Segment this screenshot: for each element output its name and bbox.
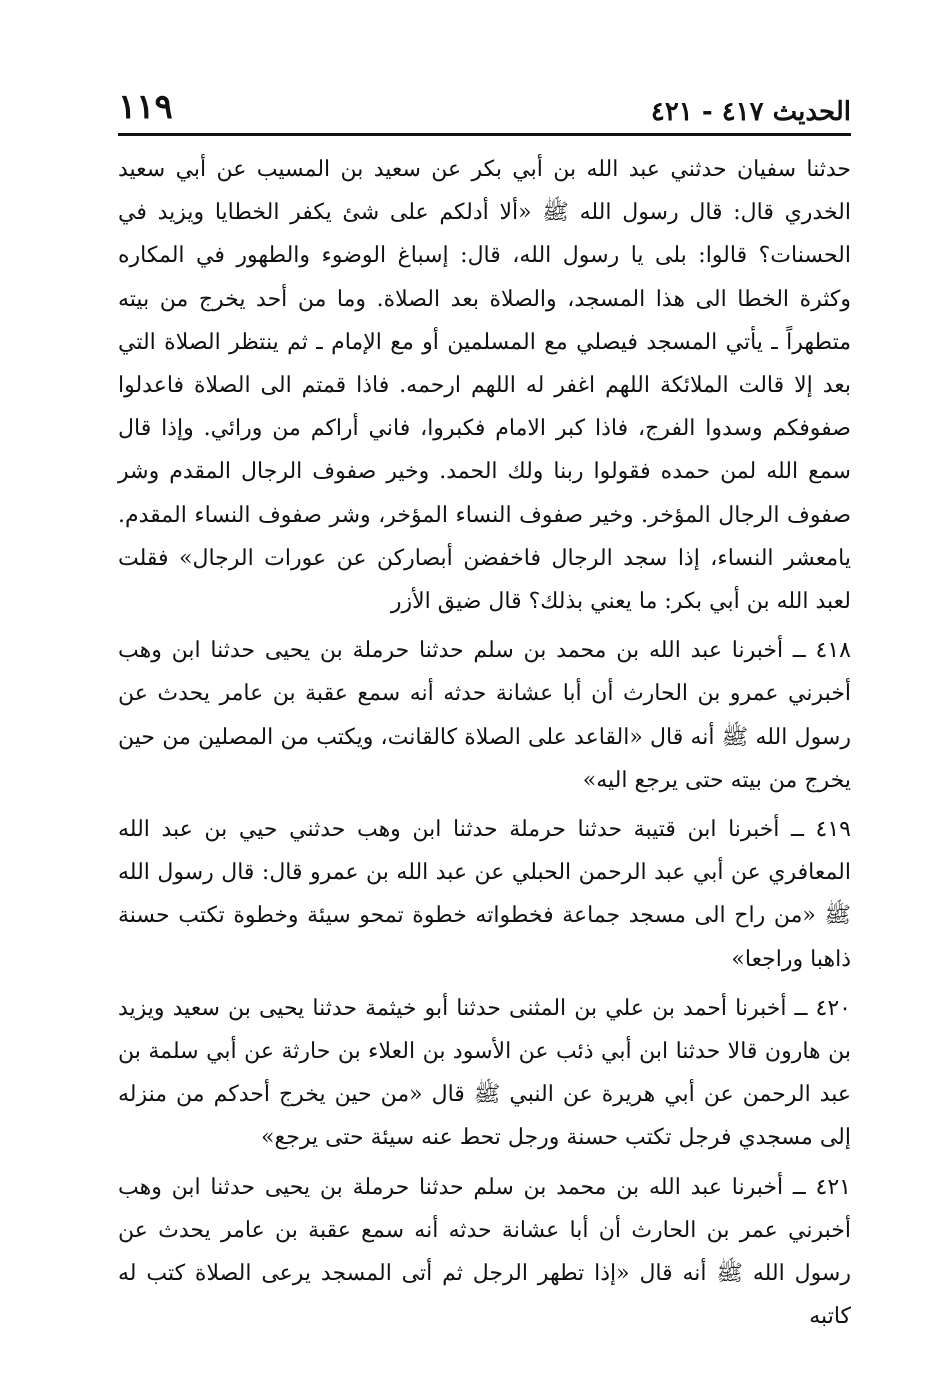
- running-title: الحديث ٤١٧ - ٤٢١: [650, 97, 851, 127]
- paragraph-hadith-418: ٤١٨ ــ أخبرنا عبد الله بن محمد بن سلم حدثنا حرملة بن يحيى حدثنا ابن وهب أخبرني عمرو بن الحارث أن أبا عشانة حدثه أنه سمع عقبة بن عامر يحدث عن رسول الله ﷺ أنه قال «القاعد على الصلاة كالقانت، ويكتب من المصلين من حين يخرج من بيته حتى يرجع اليه»: [118, 638, 851, 793]
- paragraph-417-continuation: حدثنا سفيان حدثني عبد الله بن أبي بكر عن سعيد بن المسيب عن أبي سعيد الخدري قال: قال رسول الله ﷺ «ألا أدلكم على شئ يكفر الخطايا ويزيد في الحسنات؟ قالوا: بلى يا رسول الله، قال: إسباغ الوضوء والطهور في المكاره وكثرة الخطا الى هذا المسجد، والصلاة بعد الصلاة. وما من أحد يخرج من بيته متطهراً ـ يأتي المسجد فيصلي مع المسلمين أو مع الإمام ـ ثم ينتظر الصلاة التي بعد إلا قالت الملائكة اللهم اغفر له اللهم ارحمه. فاذا قمتم الى الصلاة فاعدلوا صفوفكم وسدوا الفرج، فاذا كبر الامام فكبروا، فاني أراكم من ورائي. وإذا قال سمع الله لمن حمده فقولوا ربنا ولك الحمد. وخير صفوف الرجال المقدم وشر صفوف الرجال المؤخر. وخير صفوف النساء المؤخر، وشر صفوف النساء المقدم. يامعشر النساء، إذا سجد الرجال فاخفضن أبصاركن عن عورات الرجال» فقلت لعبد الله بن أبي بكر: ما يعني بذلك؟ قال ضيق الأزر: [118, 157, 851, 615]
- page-number: ١١٩: [118, 87, 173, 127]
- page-body: [118, 148, 851, 1338]
- paragraph-hadith-421: ٤٢١ ــ أخبرنا عبد الله بن محمد بن سلم حدثنا حرملة بن يحيى حدثنا ابن وهب أخبرني عمر بن الحارث أن أبا عشانة حدثه أنه سمع عقبة بن عامر يحدث عن رسول الله ﷺ أنه قال «إذا تطهر الرجل ثم أتى المسجد يرعى الصلاة كتب له كاتبه: [118, 1174, 851, 1330]
- page-header: [118, 84, 851, 136]
- paragraph-hadith-419: ٤١٩ ــ أخبرنا ابن قتيبة حدثنا حرملة حدثنا ابن وهب حدثني حيي بن عبد الله المعافري عن أبي عبد الرحمن الحبلي عن عبد الله بن عمرو قال: قال رسول الله ﷺ «من راح الى مسجد جماعة فخطواته خطوة تمحو سيئة وخطوة تكتب حسنة ذاهبا وراجعا»: [118, 817, 851, 972]
- paragraph-hadith-420: ٤٢٠ ــ أخبرنا أحمد بن علي بن المثنى حدثنا أبو خيثمة حدثنا يحيى بن سعيد ويزيد بن هارون قالا حدثنا ابن أبي ذئب عن الأسود بن العلاء بن حارثة عن أبي سلمة بن عبد الرحمن عن أبي هريرة عن النبي ﷺ قال «من حين يخرج أحدكم من منزله إلى مسجدي فرجل تكتب حسنة ورجل تحط عنه سيئة حتى يرجع»: [118, 995, 851, 1151]
